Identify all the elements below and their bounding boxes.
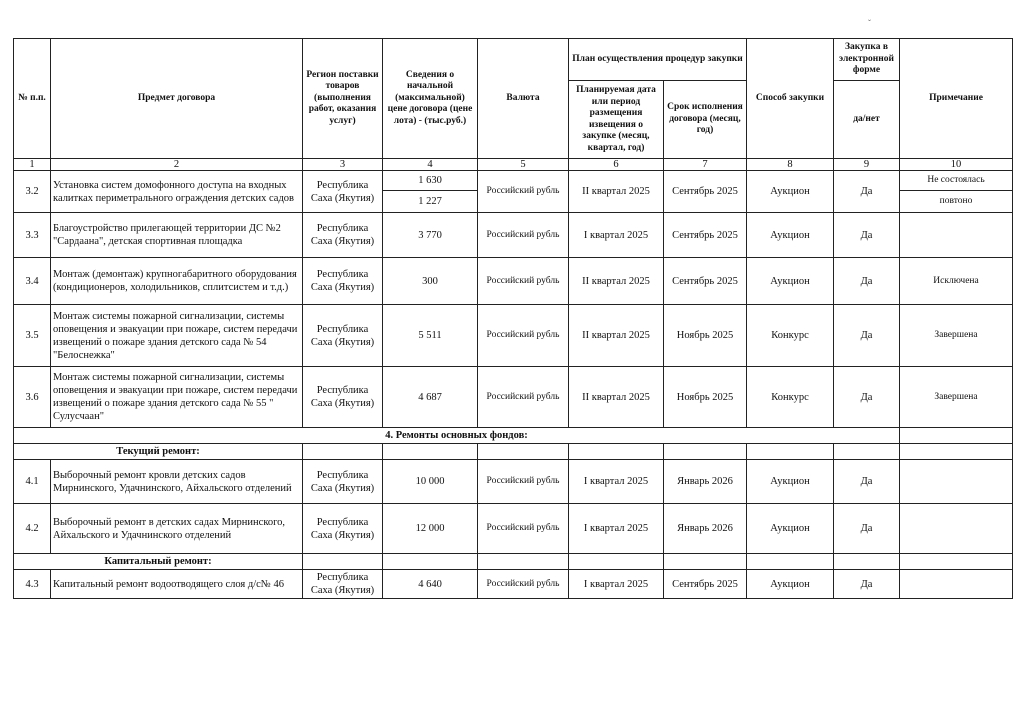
- row-plan-term: Сентябрь 2025: [664, 570, 747, 599]
- row-price: 4 687: [383, 367, 478, 428]
- row-method: Аукцион: [747, 171, 834, 213]
- header-num: № п.п.: [14, 39, 51, 159]
- row-electronic: Да: [834, 305, 900, 367]
- table-row: [14, 213, 1013, 258]
- row-subject: Монтаж (демонтаж) крупногабаритного оборудования (кондиционеров, холодильников, сплитсистем и т.д.): [51, 258, 303, 305]
- table-row: [14, 504, 1013, 554]
- table-row: [14, 367, 1013, 428]
- row-subject: Выборочный ремонт кровли детских садов Мирнинского, Удачнинского, Айхальского отделений: [51, 460, 303, 504]
- row-region: Республика Саха (Якутия): [303, 171, 383, 213]
- row-method: Аукцион: [747, 504, 834, 554]
- row-currency: Российский рубль: [478, 460, 569, 504]
- row-plan-date: II квартал 2025: [569, 367, 664, 428]
- row-currency: Российский рубль: [478, 570, 569, 599]
- row-region: Республика Саха (Якутия): [303, 213, 383, 258]
- row-plan-date: I квартал 2025: [569, 213, 664, 258]
- column-numbers-row: [14, 159, 1013, 171]
- row-num: 4.3: [14, 570, 51, 599]
- row-currency: Российский рубль: [478, 213, 569, 258]
- table-row: [14, 171, 1013, 191]
- row-currency: Российский рубль: [478, 504, 569, 554]
- column-number: 7: [664, 159, 747, 171]
- row-note: [900, 504, 1013, 554]
- header-plan-term: Срок исполнения договора (месяц, год): [664, 81, 747, 159]
- header-plan-date: Планируемая дата или период размещения извещения о закупке (месяц, квартал, год): [569, 81, 664, 159]
- column-number: 9: [834, 159, 900, 171]
- row-price: 300: [383, 258, 478, 305]
- row-region: Республика Саха (Якутия): [303, 305, 383, 367]
- column-number: 2: [51, 159, 303, 171]
- row-currency: Российский рубль: [478, 367, 569, 428]
- table-row: [14, 460, 1013, 504]
- row-region: Республика Саха (Якутия): [303, 460, 383, 504]
- row-plan-term: Сентябрь 2025: [664, 213, 747, 258]
- row-note: Завершена: [900, 367, 1013, 428]
- section-title: 4. Ремонты основных фондов:: [14, 428, 900, 444]
- header-note: Примечание: [900, 39, 1013, 159]
- row-num: 4.2: [14, 504, 51, 554]
- row-method: Аукцион: [747, 258, 834, 305]
- row-plan-term: Ноябрь 2025: [664, 367, 747, 428]
- row-subject: Благоустройство прилегающей территории ДС №2 "Сардаана", детская спортивная площадка: [51, 213, 303, 258]
- table-row: [14, 305, 1013, 367]
- row-electronic: Да: [834, 213, 900, 258]
- row-electronic: Да: [834, 367, 900, 428]
- row-note: [900, 460, 1013, 504]
- procurement-plan-table: [13, 38, 1013, 599]
- row-note: [900, 213, 1013, 258]
- row-plan-term: Январь 2026: [664, 504, 747, 554]
- header-plan: План осуществления процедур закупки: [569, 39, 747, 81]
- row-electronic: Да: [834, 570, 900, 599]
- column-number: 1: [14, 159, 51, 171]
- row-method: Аукцион: [747, 570, 834, 599]
- table-row: [14, 258, 1013, 305]
- row-price-initial: 1 630: [383, 171, 478, 191]
- row-region: Республика Саха (Якутия): [303, 570, 383, 599]
- row-plan-date: II квартал 2025: [569, 258, 664, 305]
- row-price-repeat: 1 227: [383, 191, 478, 213]
- header-price: Сведения о начальной (максимальной) цене договора (цене лота) - (тыс.руб.): [383, 39, 478, 159]
- column-number: 5: [478, 159, 569, 171]
- row-plan-term: Ноябрь 2025: [664, 305, 747, 367]
- row-note-first: Не состоялась: [900, 171, 1013, 191]
- row-num: 3.4: [14, 258, 51, 305]
- column-number: 10: [900, 159, 1013, 171]
- header-subject: Предмет договора: [51, 39, 303, 159]
- row-price: 5 511: [383, 305, 478, 367]
- subsection-row: [14, 444, 1013, 460]
- row-plan-date: I квартал 2025: [569, 570, 664, 599]
- row-num: 4.1: [14, 460, 51, 504]
- row-electronic: Да: [834, 460, 900, 504]
- row-plan-date: II квартал 2025: [569, 171, 664, 213]
- header-region: Регион поставки товаров (выполнения работ, оказания услуг): [303, 39, 383, 159]
- header-electronic-sub: да/нет: [834, 81, 900, 159]
- subsection-row: [14, 554, 1013, 570]
- row-currency: Российский рубль: [478, 305, 569, 367]
- header-currency: Валюта: [478, 39, 569, 159]
- row-subject: Капитальный ремонт водоотводящего слоя д/с№ 46: [51, 570, 303, 599]
- procurement-plan-sheet: [13, 38, 1013, 599]
- row-plan-term: Сентябрь 2025: [664, 171, 747, 213]
- row-note-second: повтоно: [900, 191, 1013, 213]
- row-num: 3.6: [14, 367, 51, 428]
- row-region: Республика Саха (Якутия): [303, 504, 383, 554]
- row-subject: Монтаж системы пожарной сигнализации, системы оповещения и эвакуации при пожаре, систем передачи извещений о пожаре здания детского сада № 54 "Белоснежка": [51, 305, 303, 367]
- row-plan-term: Сентябрь 2025: [664, 258, 747, 305]
- row-num: 3.3: [14, 213, 51, 258]
- row-plan-term: Январь 2026: [664, 460, 747, 504]
- scan-mark: ˇ: [868, 18, 871, 28]
- row-subject: Выборочный ремонт в детских садах Мирнинского, Айхальского и Удачнинского отделений: [51, 504, 303, 554]
- row-subject: Установка систем домофонного доступа на входных калитках периметрального ограждения детских садов: [51, 171, 303, 213]
- row-currency: Российский рубль: [478, 258, 569, 305]
- row-electronic: Да: [834, 504, 900, 554]
- row-electronic: Да: [834, 258, 900, 305]
- row-note: Завершена: [900, 305, 1013, 367]
- row-price: 12 000: [383, 504, 478, 554]
- row-electronic: Да: [834, 171, 900, 213]
- header-electronic: Закупка в электронной форме: [834, 39, 900, 81]
- section-empty-cell: [900, 428, 1013, 444]
- row-price: 3 770: [383, 213, 478, 258]
- column-number: 6: [569, 159, 664, 171]
- row-subject: Монтаж системы пожарной сигнализации, системы оповещения и эвакуации при пожаре, систем передачи извещений о пожаре здания детского сада № 55 " Сулусчаан": [51, 367, 303, 428]
- row-plan-date: I квартал 2025: [569, 460, 664, 504]
- row-price: 4 640: [383, 570, 478, 599]
- section-row: [14, 428, 1013, 444]
- row-price: 10 000: [383, 460, 478, 504]
- row-region: Республика Саха (Якутия): [303, 258, 383, 305]
- subsection-title: Текущий ремонт:: [14, 444, 303, 460]
- row-method: Конкурс: [747, 367, 834, 428]
- row-note: Исключена: [900, 258, 1013, 305]
- row-plan-date: I квартал 2025: [569, 504, 664, 554]
- row-num: 3.2: [14, 171, 51, 213]
- column-number: 8: [747, 159, 834, 171]
- row-region: Республика Саха (Якутия): [303, 367, 383, 428]
- table-row: [14, 570, 1013, 599]
- subsection-title: Капитальный ремонт:: [14, 554, 303, 570]
- column-number: 3: [303, 159, 383, 171]
- row-plan-date: II квартал 2025: [569, 305, 664, 367]
- column-number: 4: [383, 159, 478, 171]
- row-currency: Российский рубль: [478, 171, 569, 213]
- header-method: Способ закупки: [747, 39, 834, 159]
- row-method: Конкурс: [747, 305, 834, 367]
- row-note: [900, 570, 1013, 599]
- row-num: 3.5: [14, 305, 51, 367]
- row-method: Аукцион: [747, 213, 834, 258]
- row-method: Аукцион: [747, 460, 834, 504]
